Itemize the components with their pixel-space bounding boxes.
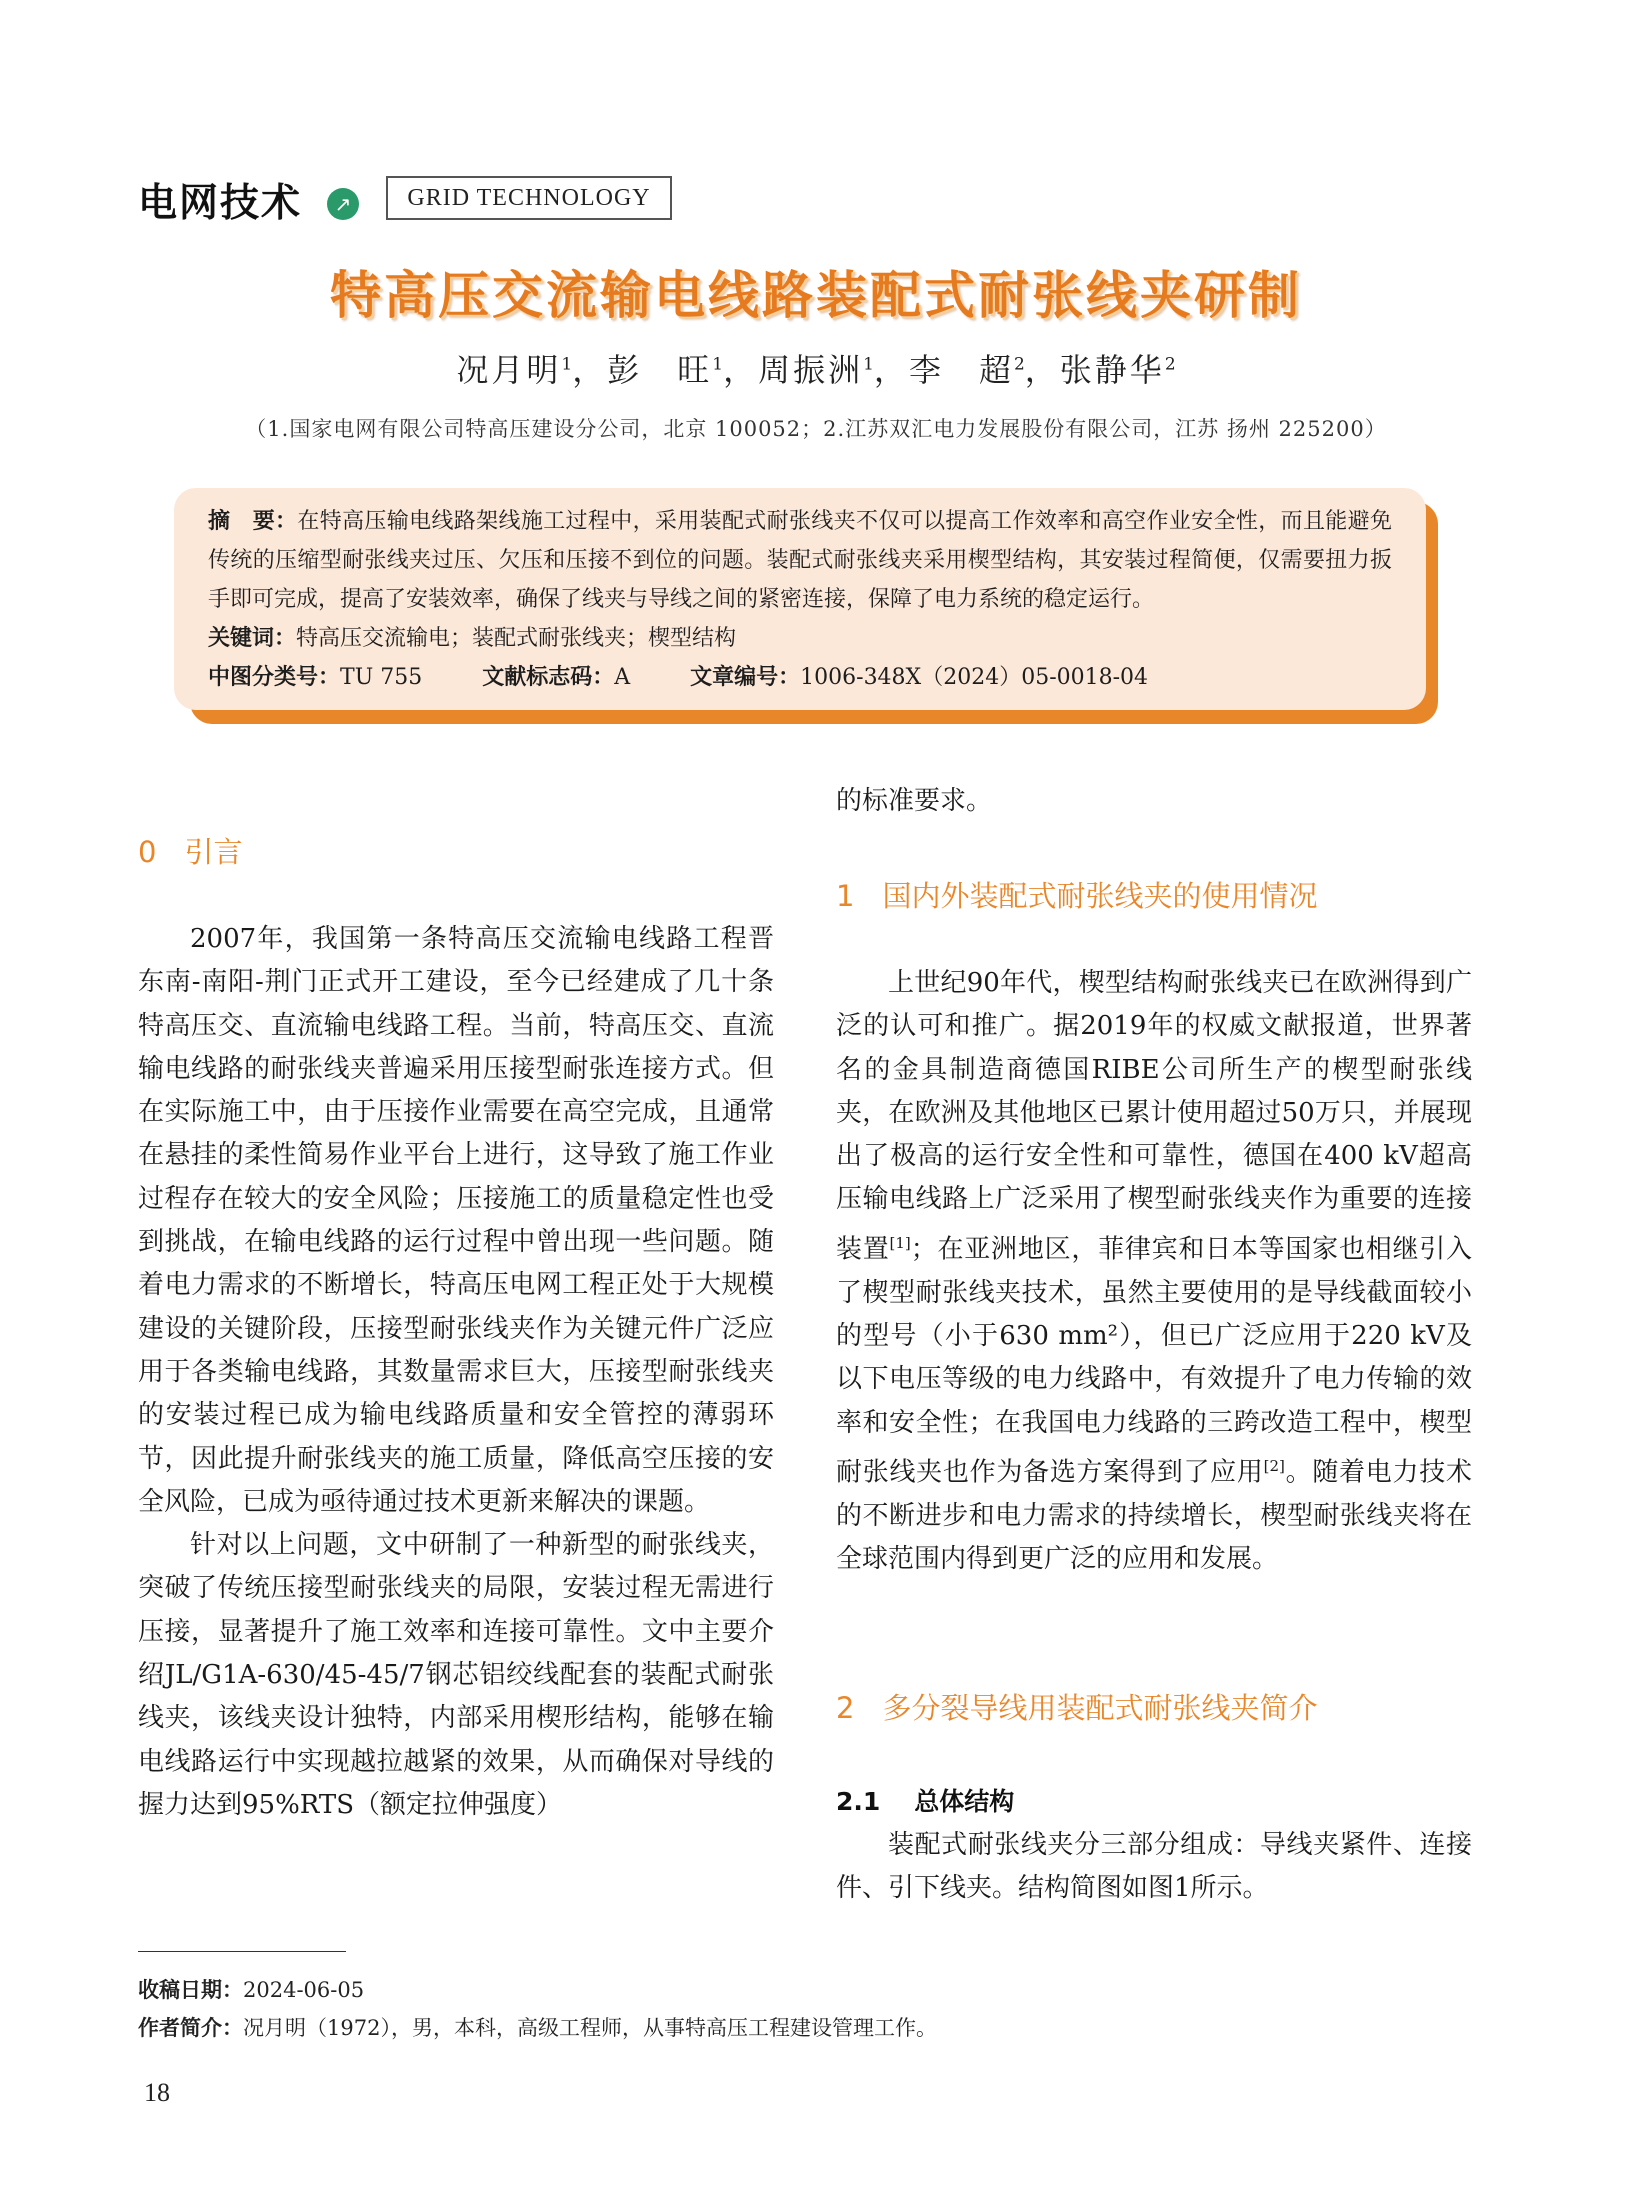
author-name: 张静华	[1059, 351, 1165, 389]
section-title: 多分裂导线用装配式耐张线夹简介	[882, 1691, 1318, 1725]
section-number: 2	[836, 1691, 855, 1725]
author-affiliation-mark: 1	[712, 354, 724, 375]
subsection-number: 2.1	[836, 1787, 881, 1816]
subsection-title: 总体结构	[914, 1787, 1015, 1816]
paragraph: 2007年，我国第一条特高压交流输电线路工程晋东南-南阳-荆门正式开工建设，至今已经建成了几十条特高压交、直流输电线路工程。当前，特高压交、直流输电线路的耐张线夹普遍采用压接型耐张连接方式。但在实际施工中，由于压接作业需要在高空完成，且通常在悬挂的柔性简易作业平台上进行，这导致了施工作业过程存在较大的安全风险；压接施工的质量稳定性也受到挑战，在输电线路的运行过程中曾出现一些问题。随着电力需求的不断增长，特高压电网工程正处于大规模建设的关键阶段，压接型耐张线夹作为关键元件广泛应用于各类输电线路，其数量需求巨大，压接型耐张线夹的安装过程已成为输电线路质量和安全管控的薄弱环节，因此提升耐张线夹的施工质量，降低高空压接的安全风险，已成为亟待通过技术更新来解决的课题。	[138, 924, 774, 1517]
author-affiliation-mark: 2	[1164, 354, 1176, 375]
paragraph-text: 。随着电力技术的不断进步和电力需求的持续增长，楔型耐张线夹将在全球范围内得到更广泛的应用和发展。	[836, 1457, 1472, 1575]
paper-title: 特高压交流输电线路装配式耐张线夹研制	[329, 267, 1302, 326]
document-code	[482, 658, 630, 697]
document-code-value: A	[614, 665, 631, 690]
author-name: 周振洲	[758, 351, 864, 389]
paragraph: 装配式耐张线夹分三部分组成：导线夹紧件、连接件、引下线夹。结构简图如图1所示。	[836, 1830, 1472, 1904]
author-list: 况月明$^1$，彭 旺$^1$，周振洲$^1$，李 超$^2$，张静华$^2$	[456, 351, 1176, 389]
paragraph-text: 上世纪90年代，楔型结构耐张线夹已在欧洲得到广泛的认可和推广。据2019年的权威文献报道，世界著名的金具制造商德国RIBE公司所生产的楔型耐张线夹，在欧洲及其他地区已累计使用超过50万只，并展现出了极高的运行安全性和可靠性，德国在400 kV超高压输电线路上广泛采用了楔型耐张线夹作为重要的连接装置	[836, 968, 1472, 1265]
right-column-continuation	[836, 780, 1472, 823]
section-2-1-body	[836, 1824, 1472, 1911]
received-date	[138, 1974, 364, 2004]
author-affiliation-mark: 1	[863, 354, 874, 375]
journal-section-name: 电网技术	[138, 181, 303, 226]
paragraph-text: ；在亚洲地区，菲律宾和日本等国家也相继引入了楔型耐张线夹技术，虽然主要使用的是导线截面较小的型号（小于630 mm²），但已广泛应用于220 kV及以下电压等级的电力线路中，有效提升了电力传输的效率和安全性；在我国电力线路的三跨改造工程中，楔型耐张线夹也作为备选方案得到了应用	[836, 1234, 1472, 1488]
footnote-rule	[138, 1951, 346, 1952]
clc-value: TU 755	[340, 665, 423, 690]
keywords	[208, 619, 1392, 658]
section-number: 1	[836, 879, 855, 913]
journal-section-english: GRID TECHNOLOGY	[386, 176, 672, 220]
clc-label: 中图分类号：	[208, 665, 341, 690]
article-number	[690, 658, 1148, 697]
author-name: 彭 旺	[607, 351, 713, 389]
left-column-body	[138, 918, 774, 1827]
author-affiliation-mark: 1	[561, 354, 573, 375]
abstract-text: 在特高压输电线路架线施工过程中，采用装配式耐张线夹不仅可以提高工作效率和高空作业安全性，而且能避免传统的压缩型耐张线夹过压、欠压和压接不到位的问题。装配式耐张线夹采用楔型结构，其安装过程简便，仅需要扭力扳手即可完成，提高了安装效率，确保了线夹与导线之间的紧密连接，保障了电力系统的稳定运行。	[208, 509, 1392, 612]
clc-number	[208, 658, 422, 697]
abstract	[208, 502, 1392, 619]
section-title: 引言	[184, 835, 243, 869]
affiliations: （1.国家电网有限公司特高压建设分公司，北京 100052；2.江苏双汇电力发展股份有限公司，江苏 扬州 225200）	[245, 417, 1387, 441]
section-title: 国内外装配式耐张线夹的使用情况	[882, 879, 1318, 913]
document-code-label: 文献标志码：	[482, 665, 615, 690]
paragraph: 针对以上问题，文中研制了一种新型的耐张线夹，突破了传统压接型耐张线夹的局限，安装过程无需进行压接，显著提升了施工效率和连接可靠性。文中主要介绍JL/G1A-630/45-45/7钢芯铝绞线配套的装配式耐张线夹，该线夹设计独特，内部采用楔形结构，能够在输电线路运行中实现越拉越紧的效果，从而确保对导线的握力达到95%RTS（额定拉伸强度）	[138, 1530, 774, 1820]
citation-ref[interactable]: [1]	[889, 1233, 911, 1252]
author-name: 况月明	[456, 351, 562, 389]
keywords-label: 关键词：	[208, 626, 297, 651]
classification-row	[208, 658, 1392, 697]
received-date-label: 收稿日期：	[138, 1978, 243, 2002]
received-date-value: 2024-06-05	[243, 1978, 365, 2002]
paragraph-continuation: 的标准要求。	[836, 786, 993, 816]
author-affiliation-mark: 2	[1013, 354, 1025, 375]
subsection-heading-2-1	[836, 1782, 1014, 1818]
keywords-text: 特高压交流输电；装配式耐张线夹；楔型结构	[296, 626, 737, 651]
author-bio-label: 作者简介：	[138, 2016, 243, 2040]
author-bio	[138, 2012, 937, 2042]
paragraph	[836, 962, 1472, 1581]
article-number-label: 文章编号：	[690, 665, 801, 690]
author-name: 李 超	[908, 351, 1014, 389]
arrow-up-right-icon: ↗	[327, 188, 359, 220]
abstract-label: 摘 要：	[208, 509, 298, 534]
section-number: 0	[138, 835, 157, 869]
section-heading-2	[836, 1686, 1317, 1727]
section-heading-introduction	[138, 830, 242, 871]
section-1-body	[836, 962, 1472, 1581]
abstract-box	[174, 488, 1426, 710]
page-number: 18	[144, 2078, 170, 2107]
citation-ref[interactable]: [2]	[1263, 1456, 1285, 1475]
article-number-value: 1006-348X（2024）05-0018-04	[800, 665, 1149, 690]
author-bio-text: 况月明（1972），男，本科，高级工程师，从事特高压工程建设管理工作。	[243, 2016, 937, 2040]
section-heading-1	[836, 874, 1317, 915]
